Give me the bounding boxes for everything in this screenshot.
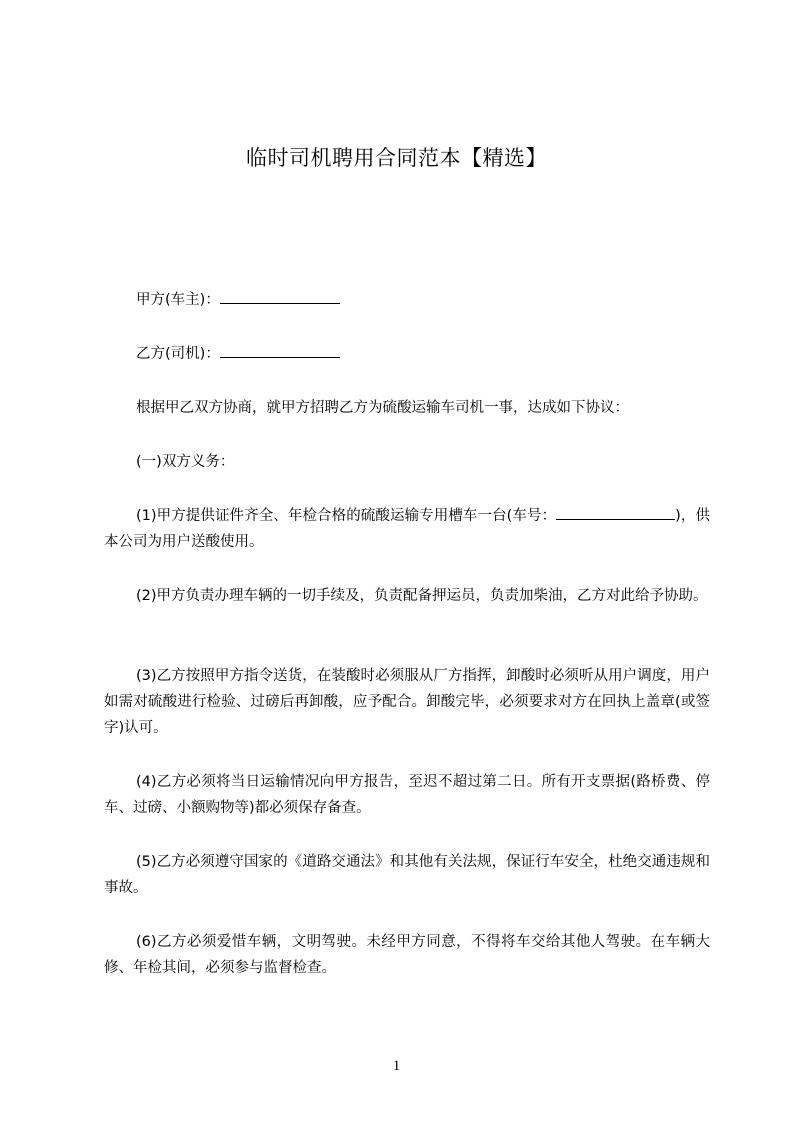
party-b-line — [104, 341, 710, 367]
clause-1-text-before: (1)甲方提供证件齐全、年检合格的硫酸运输专用槽车一台(车号： — [136, 508, 557, 524]
page-number: 1 — [392, 1058, 401, 1074]
clause-3: (3)乙方按照甲方指令送货，在装酸时必须服从厂方指挥，卸酸时必须听从用户调度，用户如需对硫酸进行检验、过磅后再卸酸，应予配合。卸酸完毕，必须要求对方在回执上盖章(或签字)认可。 — [104, 668, 710, 736]
clause-5: (5)乙方必须遵守国家的《道路交通法》和其他有关法规，保证行车安全，杜绝交通违规和事故。 — [104, 854, 710, 896]
party-b-blank — [220, 343, 340, 358]
clause-1-text-after: )，供本公司为用户送酸使用。 — [104, 508, 710, 550]
clause-4: (4)乙方必须将当日运输情况向甲方报告，至迟不超过第二日。所有开支票据(路桥费、停车、过磅、小额购物等)都必须保存备查。 — [104, 774, 710, 816]
document-title: 临时司机聘用合同范本【精选】 — [246, 146, 547, 170]
vehicle-number-blank — [556, 505, 651, 520]
clause-2: (2)甲方负责办理车辆的一切手续及，负责配备押运员，负责加柴油，乙方对此给予协助。 — [136, 588, 708, 604]
vehicle-number-blank-continued — [651, 505, 675, 520]
section-1-heading: (一)双方义务： — [136, 454, 235, 470]
party-b-label: 乙方(司机)： — [136, 346, 220, 362]
clause-6: (6)乙方必须爱惜车辆，文明驾驶。未经甲方同意，不得将车交给其他人驾驶。在车辆大修、年检其间，必须参与监督检查。 — [104, 934, 710, 976]
party-a-label: 甲方(车主)： — [136, 292, 220, 308]
intro-paragraph: 根据甲乙双方协商，就甲方招聘乙方为硫酸运输车司机一事，达成如下协议： — [136, 400, 629, 416]
party-a-line — [104, 287, 710, 313]
party-a-blank — [220, 289, 340, 304]
clause-1 — [104, 503, 710, 555]
